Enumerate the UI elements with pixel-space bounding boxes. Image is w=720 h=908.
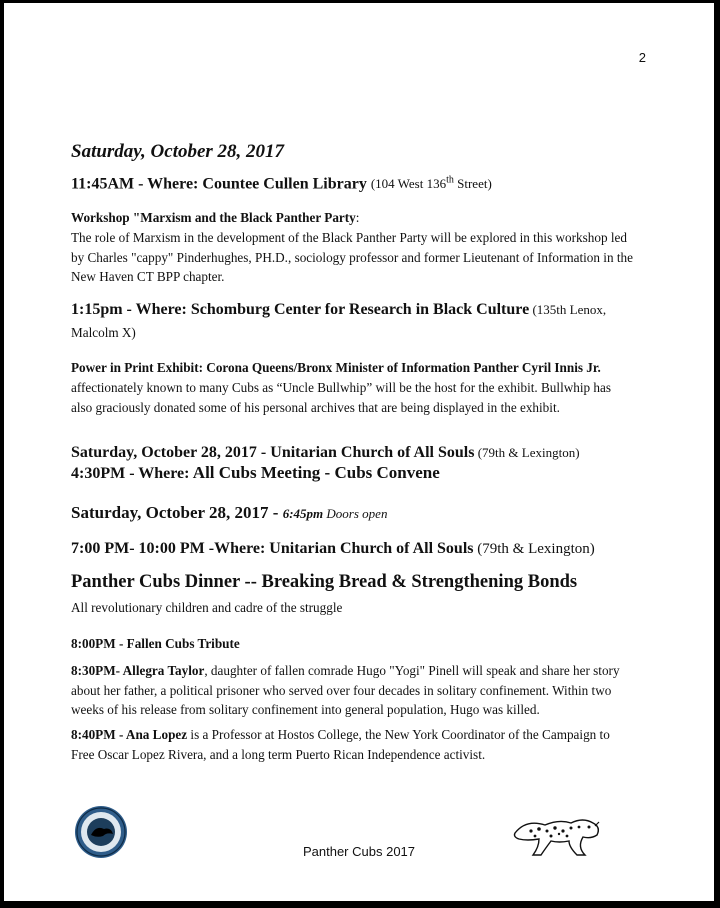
page-number: 2	[638, 50, 646, 65]
event-library	[71, 175, 492, 193]
section-date: Saturday, October 28, 2017	[71, 141, 285, 162]
dinner-date: Saturday, October 28, 2017 - 6:45pm Doors open	[71, 503, 388, 522]
cubs-meeting: 4:30PM - Where: All Cubs Meeting - Cubs Convene	[71, 463, 440, 482]
dinner-title: Panther Cubs Dinner -- Breaking Bread & Strengthening Bonds	[71, 572, 578, 592]
workshop-description: The role of Marxism in the development of the Black Panther Party will be explored in this workshop led by Charles "cappy" Pinderhughes, PH.D., sociology professor and former Lieutenant of Information in the New Haven CT BPP chapter.	[71, 230, 633, 285]
allegra-taylor-paragraph: 8:30PM- Allegra Taylor, daughter of fallen comrade Hugo "Yogi" Pinell will speak and share her story about her father, a political prisoner who served over four decades in solitary confinement. Within two weeks of his release from solitary confinement into general population, Hugo was killed.	[71, 663, 620, 718]
dinner-subtitle: All revolutionary children and cadre of the struggle	[71, 600, 343, 615]
ana-lopez-paragraph: 8:40PM - Ana Lopez is a Professor at Hostos College, the New York Coordinator of the Campaign to Free Oscar Lopez Rivera, and a long term Puerto Rican Independence activist.	[71, 727, 610, 762]
exhibit-title: Power in Print Exhibit: Corona Queens/Bronx Minister of Information Panther Cyril Innis Jr.	[71, 360, 601, 375]
tribute: 8:00PM - Fallen Cubs Tribute	[71, 636, 240, 651]
dinner-time-location: 7:00 PM- 10:00 PM -Where: Unitarian Church of All Souls (79th & Lexington)	[71, 540, 595, 557]
event-library-address: (104 West 136th Street)	[370, 175, 492, 192]
event-library-time: 11:45AM - Where: Countee Cullen Library	[71, 175, 367, 193]
event-schomburg-time: 1:15pm - Where: Schomburg Center for Research in Black Culture	[71, 301, 530, 318]
church-heading: Saturday, October 28, 2017 - Unitarian Church of All Souls (79th & Lexington)	[71, 444, 580, 461]
event-schomburg: 1:15pm - Where: Schomburg Center for Research in Black Culture (135th Lenox,	[71, 301, 607, 318]
footer-text: Panther Cubs 2017	[302, 844, 416, 859]
workshop-title: Workshop "Marxism and the Black Panther Party:	[71, 210, 360, 225]
exhibit-description: affectionately known to many Cubs as “Uncle Bullwhip” will be the host for the exhibit. Bullwhip has also graciously donated some of his personal archives that are being displayed in the exhibit.	[71, 380, 611, 415]
document-page	[4, 3, 714, 901]
event-schomburg-address: Malcolm X)	[71, 325, 136, 340]
